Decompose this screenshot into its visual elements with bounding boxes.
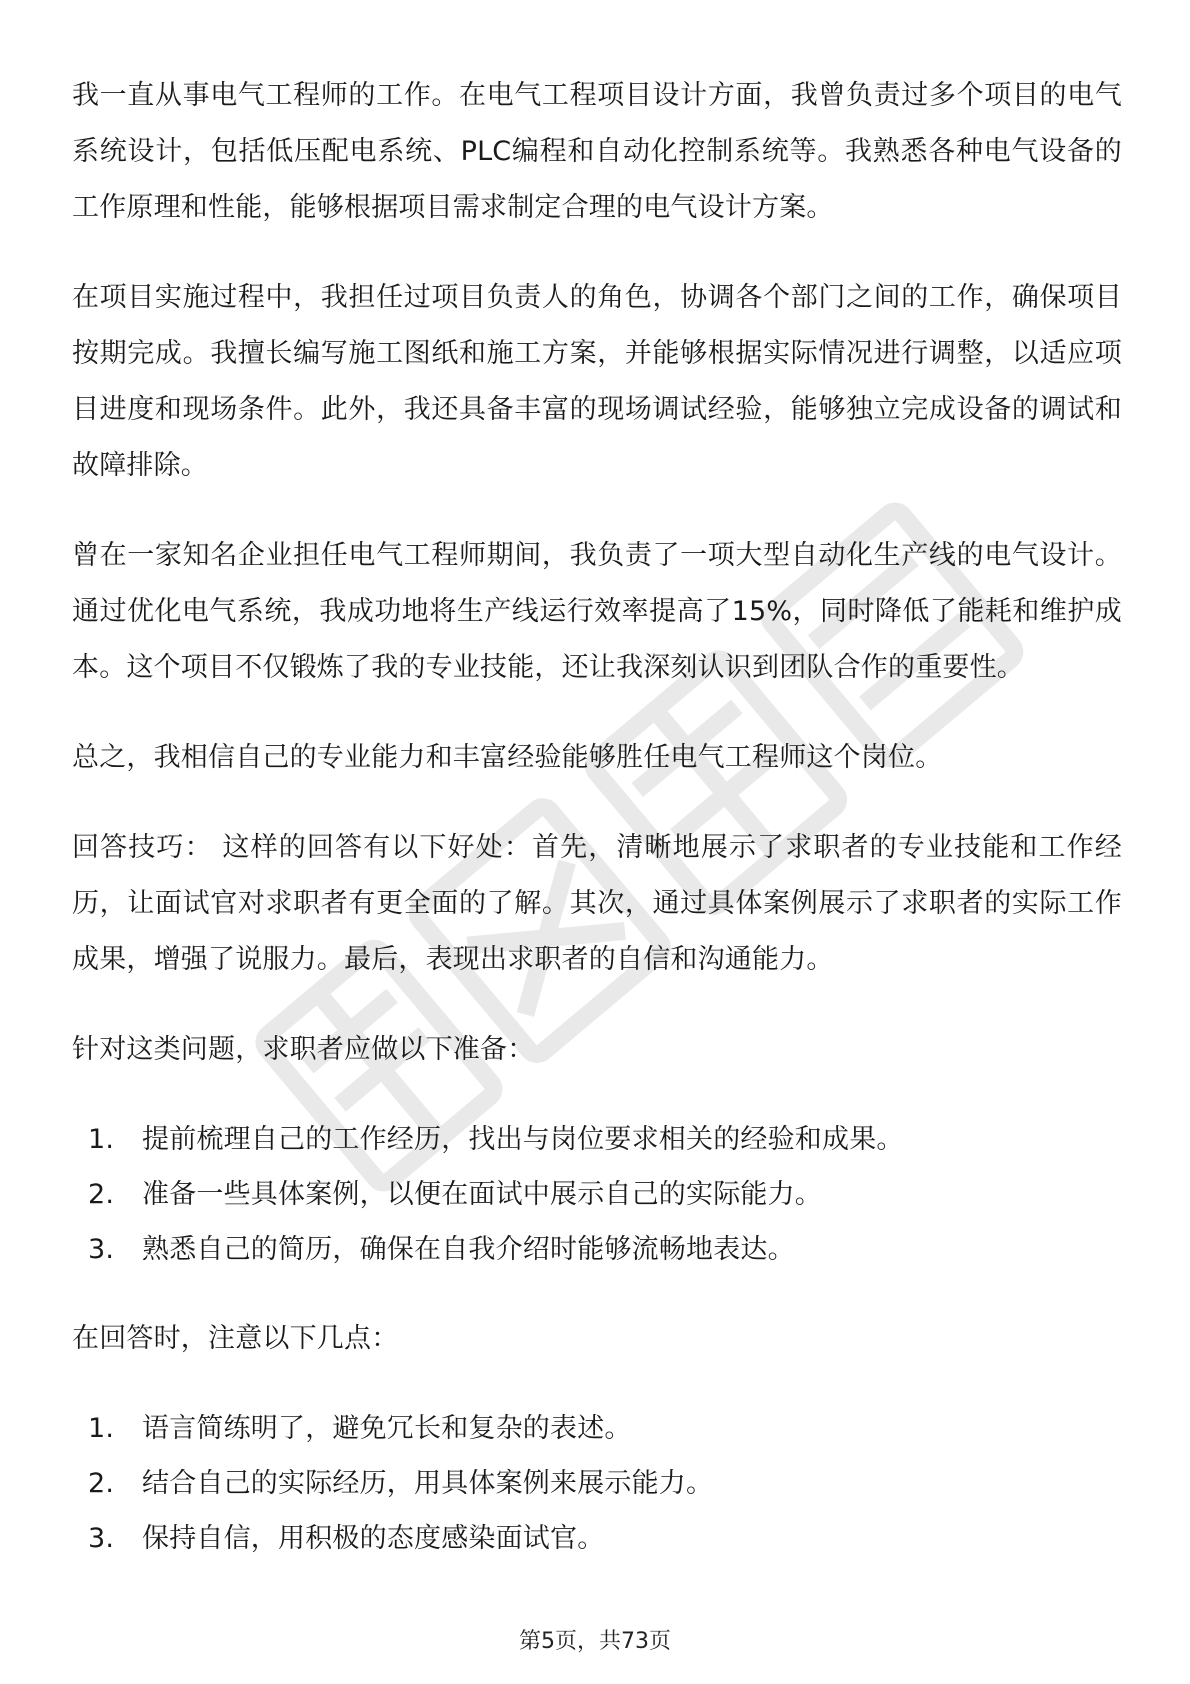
document-body	[72, 68, 1122, 1600]
list-text: 结合自己的实际经历，用具体案例来展示能力。	[142, 1468, 714, 1499]
prep-list	[72, 1112, 1122, 1277]
list-text: 提前梳理自己的工作经历，找出与岗位要求相关的经验和成果。	[142, 1124, 904, 1155]
list-item	[72, 1222, 1122, 1277]
notes-list	[72, 1401, 1122, 1566]
list-number: 2.	[88, 1468, 115, 1499]
paragraph-case: 曾在一家知名企业担任电气工程师期间，我负责了一项大型自动化生产线的电气设计。通过优化电气系统，我成功地将生产线运行效率提高了15%，同时降低了能耗和维护成本。这个项目不仅锻炼了我的专业技能，还让我深刻认识到团队合作的重要性。	[72, 540, 1122, 683]
list-item	[72, 1401, 1122, 1456]
list-text: 熟悉自己的简历，确保在自我介绍时能够流畅地表达。	[142, 1234, 795, 1265]
paragraph-notes-intro: 在回答时，注意以下几点：	[72, 1323, 399, 1354]
list-item	[72, 1511, 1122, 1566]
list-number: 2.	[88, 1179, 115, 1210]
page-number-footer: 第5页，共73页	[519, 1629, 671, 1654]
list-text: 语言简练明了，避免冗长和复杂的表述。	[142, 1413, 632, 1444]
list-number: 3.	[88, 1523, 115, 1554]
paragraph-experience: 我一直从事电气工程师的工作。在电气工程项目设计方面，我曾负责过多个项目的电气系统设计，包括低压配电系统、PLC编程和自动化控制系统等。我熟悉各种电气设备的工作原理和性能，能够根据项目需求制定合理的电气设计方案。	[72, 80, 1122, 223]
list-text: 准备一些具体案例，以便在面试中展示自己的实际能力。	[142, 1179, 822, 1210]
list-text: 保持自信，用积极的态度感染面试官。	[142, 1523, 605, 1554]
paragraph-summary: 总之，我相信自己的专业能力和丰富经验能够胜任电气工程师这个岗位。	[72, 742, 943, 773]
paragraph-prep-intro: 针对这类问题，求职者应做以下准备：	[72, 1034, 535, 1065]
list-number: 1.	[88, 1124, 115, 1155]
list-number: 3.	[88, 1234, 115, 1265]
paragraph-implementation: 在项目实施过程中，我担任过项目负责人的角色，协调各个部门之间的工作，确保项目按期完成。我擅长编写施工图纸和施工方案，并能够根据实际情况进行调整，以适应项目进度和现场条件。此外，我还具备丰富的现场调试经验，能够独立完成设备的调试和故障排除。	[72, 282, 1122, 481]
list-number: 1.	[88, 1413, 115, 1444]
list-item	[72, 1112, 1122, 1167]
list-item	[72, 1456, 1122, 1511]
paragraph-tips: 回答技巧： 这样的回答有以下好处：首先，清晰地展示了求职者的专业技能和工作经历，让面试官对求职者有更全面的了解。其次，通过具体案例展示了求职者的实际工作成果，增强了说服力。最后，表现出求职者的自信和沟通能力。	[72, 832, 1122, 975]
list-item	[72, 1167, 1122, 1222]
